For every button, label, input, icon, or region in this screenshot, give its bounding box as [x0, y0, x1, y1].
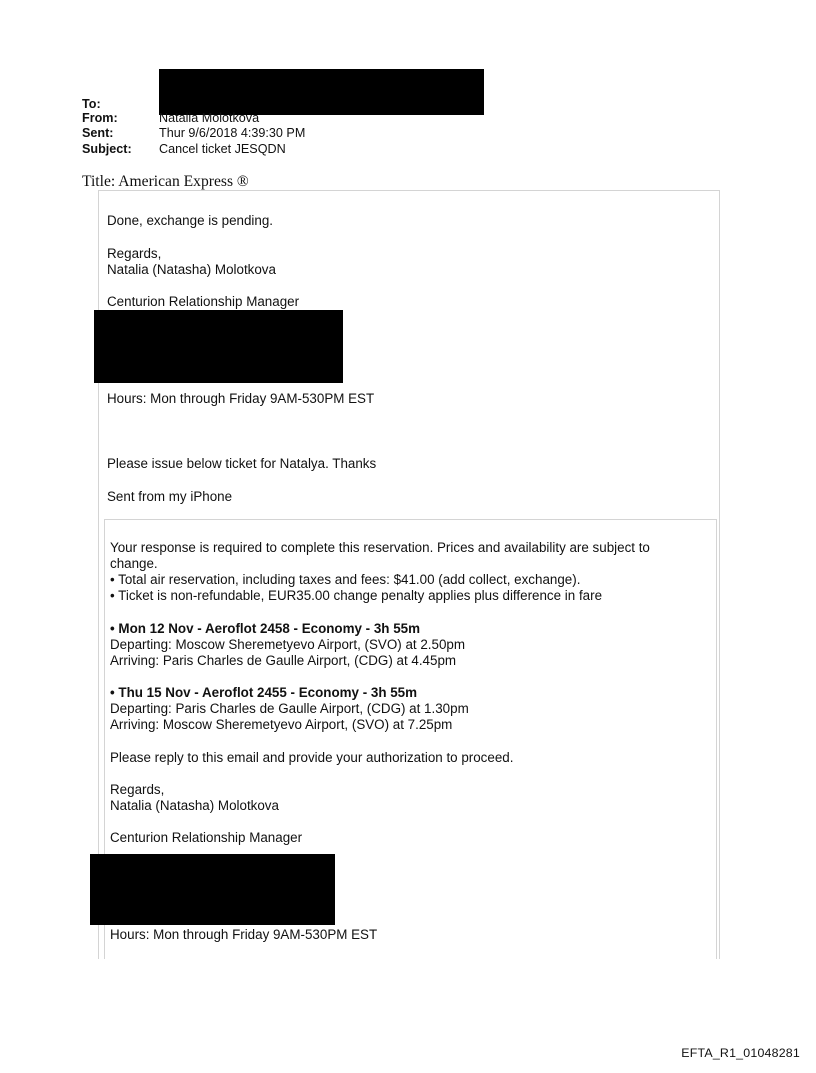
quoted-bullet-total: • Total air reservation, including taxes and fees: $41.00 (add collect, exchange). — [110, 572, 581, 587]
quoted-bullet-refund: • Ticket is non-refundable, EUR35.00 change penalty applies plus difference in fare — [110, 588, 603, 603]
forward-request: Please issue below ticket for Natalya. Thanks — [107, 456, 377, 471]
redaction-signature-1 — [94, 310, 343, 383]
to-label: To: — [82, 97, 101, 111]
redaction-recipient — [159, 69, 484, 115]
forward-signature: Sent from my iPhone — [107, 489, 233, 504]
quoted-reply-request: Please reply to this email and provide your authorization to proceed. — [110, 750, 514, 765]
flight-2-arriving: Arriving: Moscow Sheremetyevo Airport, (SVO) at 7.25pm — [110, 717, 453, 732]
flight-2-title: • Thu 15 Nov - Aeroflot 2455 - Economy - 3h 55m — [110, 685, 418, 700]
from-value: Natalia Molotkova — [159, 111, 260, 125]
reply-line: Done, exchange is pending. — [107, 213, 274, 228]
reply-role: Centurion Relationship Manager — [107, 294, 300, 309]
reply-name: Natalia (Natasha) Molotkova — [107, 262, 276, 277]
subject-value: Cancel ticket JESQDN — [159, 142, 286, 156]
flight-1-departing: Departing: Moscow Sheremetyevo Airport, (SVO) at 2.50pm — [110, 637, 466, 652]
quoted-intro-2: change. — [110, 556, 158, 571]
from-label: From: — [82, 111, 118, 125]
header-from-row — [82, 111, 259, 125]
quoted-regards: Regards, — [110, 782, 165, 797]
flight-2-departing: Departing: Paris Charles de Gaulle Airport, (CDG) at 1.30pm — [110, 701, 469, 716]
quoted-name: Natalia (Natasha) Molotkova — [110, 798, 279, 813]
flight-1-arriving: Arriving: Paris Charles de Gaulle Airport, (CDG) at 4.45pm — [110, 653, 457, 668]
redaction-signature-2 — [90, 854, 335, 925]
header-subject-row — [82, 142, 286, 156]
header-to-row — [82, 97, 159, 111]
header-sent-row — [82, 126, 305, 140]
reply-regards: Regards, — [107, 246, 162, 261]
sent-value: Thur 9/6/2018 4:39:30 PM — [159, 126, 306, 140]
quoted-role: Centurion Relationship Manager — [110, 830, 303, 845]
quoted-intro-1: Your response is required to complete this reservation. Prices and availability are subject to — [110, 540, 650, 555]
document-id: EFTA_R1_01048281 — [681, 1046, 800, 1060]
subject-label: Subject: — [82, 142, 132, 156]
quoted-hours: Hours: Mon through Friday 9AM-530PM EST — [110, 927, 378, 942]
message-title: Title: American Express ® — [82, 173, 249, 190]
sent-label: Sent: — [82, 126, 114, 140]
reply-hours: Hours: Mon through Friday 9AM-530PM EST — [107, 391, 375, 406]
flight-1-title: • Mon 12 Nov - Aeroflot 2458 - Economy - 3h 55m — [110, 621, 421, 636]
